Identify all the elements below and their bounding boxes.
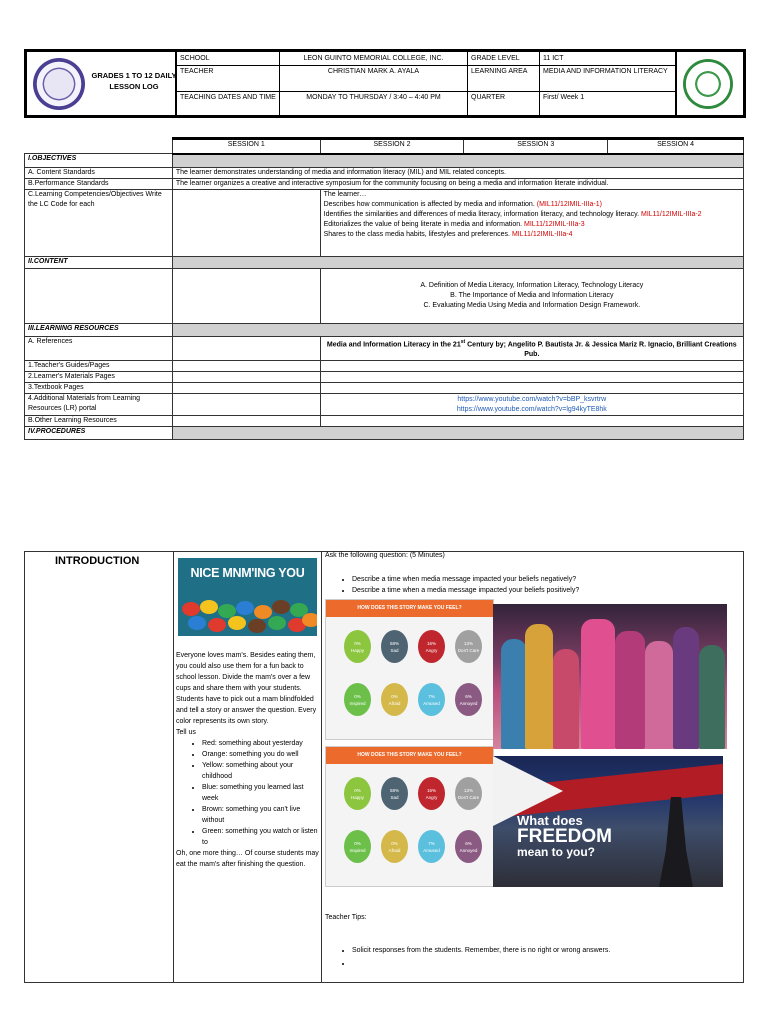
teacher-value: CHRISTIAN MARK A. AYALA — [280, 65, 468, 91]
emotion-circle — [344, 683, 371, 716]
list-item: • Yellow: something about your childhood — [202, 760, 320, 782]
emotion-percent: 0% — [354, 694, 361, 699]
list-item: • Describe a time when media message impacted your beliefs negatively? — [352, 574, 579, 585]
emotion-circle — [344, 630, 371, 663]
emotion-percent: 13% — [463, 788, 473, 793]
procedures-heading: IV.PROCEDURES — [25, 427, 173, 440]
school-seal-icon — [683, 59, 733, 109]
feel-poll-image — [325, 746, 494, 887]
list-item: • Red: something about yesterday — [202, 738, 320, 749]
question-list — [325, 574, 579, 596]
emotion-label: Inspired — [349, 701, 366, 706]
area-value: MEDIA AND INFORMATION LITERACY — [543, 68, 668, 75]
list-item — [352, 957, 610, 970]
session-4-header: SESSION 4 — [608, 139, 744, 154]
list-item: • Blue: something you learned last week — [202, 782, 320, 804]
emotion-percent: 13% — [463, 641, 473, 646]
emotion-percent: 16% — [426, 788, 436, 793]
freedom-line-3: mean to you? — [517, 845, 596, 859]
competencies-text — [320, 190, 743, 257]
lesson-table — [24, 137, 744, 440]
emotion-circle — [418, 683, 445, 716]
emotion-percent: 6% — [465, 841, 472, 846]
textbook-pages-label: 3.Textbook Pages — [25, 383, 173, 394]
content-heading: II.CONTENT — [25, 257, 173, 269]
objectives-heading: I.OBJECTIVES — [25, 154, 173, 168]
teacher-label: TEACHER — [177, 65, 280, 91]
header-row-teacher — [177, 65, 675, 92]
emotion-circle — [344, 777, 371, 810]
emotion-label: Annoyed — [459, 701, 478, 706]
emotion-label: Annoyed — [459, 848, 478, 853]
emotion-label: Amused — [423, 848, 440, 853]
emotion-circle — [344, 830, 371, 863]
references-label: A. References — [25, 337, 173, 361]
teacher-tips-label: Teacher Tips: — [325, 914, 367, 921]
content-standards-label: A. Content Standards — [25, 168, 173, 179]
school-label: SCHOOL — [177, 52, 280, 65]
emotion-percent: 58% — [389, 788, 399, 793]
grade-label: GRADE LEVEL — [468, 52, 540, 65]
quarter-label: QUARTER — [468, 91, 540, 115]
emotion-label: Afraid — [388, 701, 401, 706]
session-2-header: SESSION 2 — [320, 139, 464, 154]
emotion-label: Angry — [425, 795, 438, 800]
emotion-percent: 58% — [389, 641, 399, 646]
teachers-guides-label: 1.Teacher's Guides/Pages — [25, 361, 173, 372]
feel-poll-image — [325, 599, 494, 740]
performance-standards-text: The learner organizes a creative and interactive symposium for the community focusing on being a media and information literate individual. — [172, 179, 743, 190]
emotion-label: Don't Care — [457, 795, 480, 800]
youtube-link-1[interactable]: https://www.youtube.com/watch?v=bBP_ksvrtrw — [457, 395, 607, 403]
emotion-percent: 0% — [391, 694, 398, 699]
list-item: • Solicit responses from the students. Remember, there is no right or wrong answers. — [352, 944, 610, 957]
emotion-label: Angry — [425, 648, 438, 653]
introduction-section — [24, 551, 744, 983]
content-item: C. Evaluating Media Using Media and Information Design Framework. — [423, 302, 641, 309]
freedom-poster-image — [493, 756, 723, 887]
emotion-label: Inspired — [349, 848, 366, 853]
performance-standards-label: B.Performance Standards — [25, 179, 173, 190]
monument-icon — [659, 797, 693, 887]
area-label: LEARNING AREA — [468, 65, 540, 91]
resources-heading: III.LEARNING RESOURCES — [25, 324, 173, 337]
tell-us-label: Tell us — [176, 729, 196, 736]
emotion-percent: 7% — [428, 694, 435, 699]
content-list — [320, 269, 743, 324]
emotion-label: Happy — [350, 648, 364, 653]
emotion-circle — [381, 683, 408, 716]
introduction-label: INTRODUCTION — [55, 555, 140, 567]
learners-materials-label: 2.Learner's Materials Pages — [25, 372, 173, 383]
references-text: Media and Information Literacy in the 21st Century by; Angelito P. Bautista Jr. & Jessica Mariz R. Ignacio, Brilliant Creations Pub. — [320, 337, 743, 361]
list-item: • Green: something you watch or listen to — [202, 826, 320, 848]
school-value: LEON GUINTO MEMORIAL COLLEGE, INC. — [280, 52, 468, 65]
emotion-percent: 16% — [426, 641, 436, 646]
emotion-circle — [455, 683, 482, 716]
deped-seal-icon — [33, 58, 85, 110]
session-1-header: SESSION 1 — [172, 139, 320, 154]
competencies-label: C.Learning Competencies/Objectives Write the LC Code for each — [25, 190, 173, 257]
content-standards-text: The learner demonstrates understanding of media and information literacy (MIL) and MIL related concepts. — [172, 168, 743, 179]
feel-poll-title: HOW DOES THIS STORY MAKE YOU FEEL? — [326, 600, 493, 617]
closing-note: Oh, one more thing… Of course students may eat the mam's after finishing the question. — [176, 850, 319, 868]
dates-label: TEACHING DATES AND TIME — [177, 91, 280, 115]
emotion-percent: 6% — [465, 694, 472, 699]
content-item: A. Definition of Media Literacy, Information Literacy, Technology Literacy — [420, 282, 644, 289]
emotion-percent: 0% — [354, 841, 361, 846]
learner-intro: The learner… — [323, 191, 367, 198]
list-item: • Orange: something you do well — [202, 749, 320, 760]
emotion-circle — [455, 830, 482, 863]
emotion-circle — [381, 777, 408, 810]
list-item: • Brown: something you can't live without — [202, 804, 320, 826]
emotion-percent: 0% — [354, 641, 361, 646]
freedom-line-2: FREEDOM — [517, 826, 612, 847]
grade-value: 11 ICT — [543, 55, 564, 62]
color-list — [176, 738, 320, 848]
tips-list — [325, 944, 610, 970]
emotion-circle — [418, 630, 445, 663]
content-item: B. The Importance of Media and Information Literacy — [450, 292, 614, 299]
competency-1: Describes how communication is affected by media and information. (MIL11/12IMIL-IIIa-1) — [323, 201, 602, 208]
additional-materials-label: 4.Additional Materials from Learning Resources (LR) portal — [25, 394, 173, 416]
list-item: • Describe a time when a media message impacted your beliefs positively? — [352, 585, 579, 596]
mm-activity-text — [176, 650, 320, 870]
competency-3: Editorializes the value of being literate in media and information. MIL11/12IMIL-IIIa-3 — [323, 221, 585, 228]
emotion-label: Sad — [390, 795, 399, 800]
youtube-link-2[interactable]: https://www.youtube.com/watch?v=lg94kyTE8hk — [456, 405, 607, 413]
other-resources-label: B.Other Learning Resources — [25, 416, 173, 427]
emotion-circle — [455, 630, 482, 663]
header-title: GRADES 1 TO 12 DAILY LESSON LOG — [91, 71, 177, 91]
emotion-percent: 7% — [428, 841, 435, 846]
header-block — [24, 49, 746, 118]
emotion-circle — [418, 777, 445, 810]
competency-2: Identifies the similarities and differences of media literacy, information literacy, and technology literacy. MIL11/12IMIL-IIIa-2 — [323, 211, 702, 218]
mm-banner-title: NICE MNM'ING YOU — [190, 566, 305, 580]
emotion-circle — [381, 630, 408, 663]
emotion-label: Happy — [350, 795, 364, 800]
emotion-label: Sad — [390, 648, 399, 653]
emotion-circle — [455, 777, 482, 810]
header-row-dates — [177, 91, 675, 115]
dates-value: MONDAY TO THURSDAY / 3:40 – 4:40 PM — [280, 91, 468, 115]
freedom-line-1: What does — [517, 813, 583, 828]
mm-activity-paragraph: Everyone loves mam's. Besides eating them, you could also use them for a fun back to school lesson. Divide the mam's over a few cups and share them with your students. Students have to pick out a mam blindfolded and tell a story or answer the question. Every color represents its own story. — [176, 652, 317, 725]
emotion-percent: 0% — [354, 788, 361, 793]
feel-poll-title: HOW DOES THIS STORY MAKE YOU FEEL? — [326, 747, 493, 764]
quarter-value: First/ Week 1 — [543, 94, 585, 101]
pageant-photo-image — [493, 604, 727, 749]
emotion-label: Afraid — [388, 848, 401, 853]
header-grid — [175, 52, 677, 115]
emotion-label: Amused — [423, 701, 440, 706]
emotion-percent: 0% — [391, 841, 398, 846]
emotion-circle — [418, 830, 445, 863]
emotion-circle — [381, 830, 408, 863]
session-3-header: SESSION 3 — [464, 139, 608, 154]
ask-question-label: Ask the following question: (5 Minutes) — [325, 552, 445, 559]
emotion-label: Don't Care — [457, 648, 480, 653]
mm-candy-banner-image — [178, 558, 317, 636]
competency-4: Shares to the class media habits, lifestyles and preferences. MIL11/12IMIL-IIIa-4 — [323, 231, 573, 238]
header-row-school — [177, 52, 675, 66]
